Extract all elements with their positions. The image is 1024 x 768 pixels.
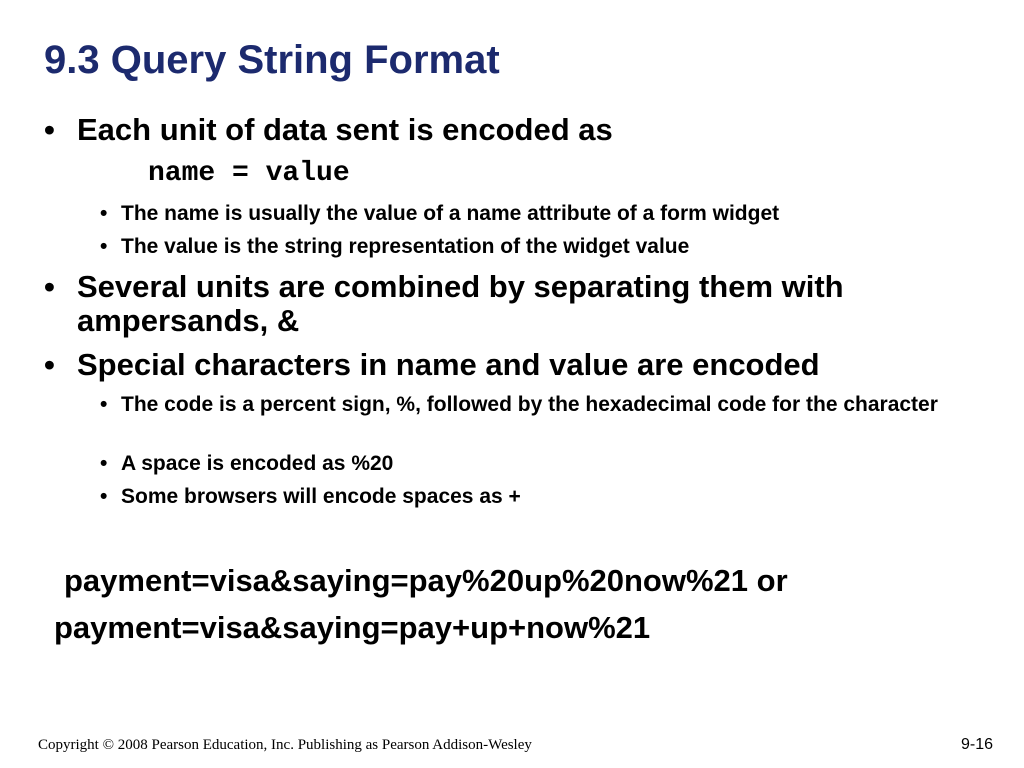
sub-bullet-3-2 — [100, 451, 1000, 476]
example-query-string-1: payment=visa&saying=pay%20up%20now%21 or — [64, 563, 788, 598]
bullet-marker: • — [44, 347, 55, 382]
page-number: 9-16 — [961, 736, 994, 753]
example-query-string-2: payment=visa&saying=pay+up+now%21 — [54, 610, 651, 645]
bullet-point-1 — [44, 113, 994, 147]
bullet-point-3 — [44, 348, 994, 382]
sub-bullet-text: Some browsers will encode spaces as + — [121, 485, 521, 508]
sub-bullet-text: A space is encoded as %20 — [121, 452, 394, 475]
bullet-marker: • — [100, 452, 108, 475]
sub-bullet-3-1 — [100, 392, 1000, 417]
sub-bullet-1-1 — [100, 201, 1000, 226]
bullet-marker: • — [44, 269, 55, 304]
footer-copyright: Copyright © 2008 Pearson Education, Inc. Publishing as Pearson Addison-Wesley — [38, 737, 532, 753]
bullet-marker: • — [100, 485, 108, 508]
sub-bullet-1-2 — [100, 234, 1000, 259]
bullet-text: Several units are combined by separating them with ampersands, & — [77, 269, 844, 338]
bullet-marker: • — [100, 235, 108, 258]
bullet-marker: • — [44, 112, 55, 147]
bullet-marker: • — [100, 202, 108, 225]
sub-bullet-text: The code is a percent sign, %, followed by the hexadecimal code for the character — [121, 393, 938, 416]
bullet-text: Each unit of data sent is encoded as — [77, 112, 613, 147]
sub-bullet-3-3 — [100, 484, 1000, 509]
slide-title: 9.3 Query String Format — [44, 38, 500, 82]
code-name-value: name = value — [148, 158, 350, 189]
bullet-point-2 — [44, 270, 944, 338]
sub-bullet-text: The value is the string representation of the widget value — [121, 235, 690, 258]
bullet-text: Special characters in name and value are encoded — [77, 347, 820, 382]
bullet-marker: • — [100, 393, 108, 416]
sub-bullet-text: The name is usually the value of a name attribute of a form widget — [121, 202, 780, 225]
